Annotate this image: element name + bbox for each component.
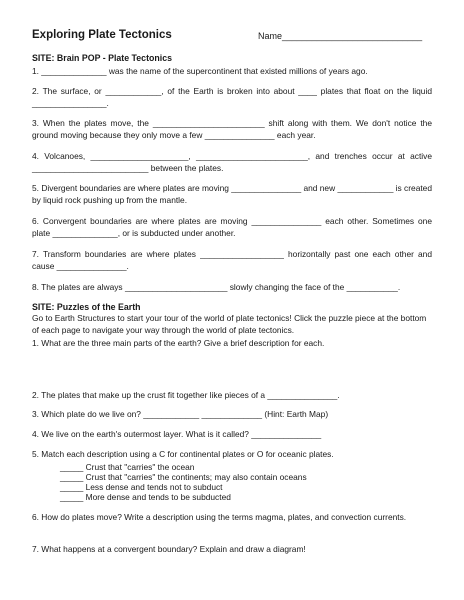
site1-question-8: 8. The plates are always ______________________ slowly changing the face of the ___________. xyxy=(32,282,401,292)
site1-heading: SITE: Brain POP - Plate Tectonics xyxy=(32,53,172,63)
site1-question-7: 7. Transform boundaries are where plates __________________ horizontally past one each other and cause _______________. xyxy=(32,249,432,271)
site2-question-4: 4. We live on the earth's outermost layer. What is it called? _______________ xyxy=(32,429,322,439)
site2-question-5: 5. Match each description using a C for continental plates or O for oceanic plates. xyxy=(32,449,334,459)
site1-question-4: 4. Volcanoes, _____________________, ________________________, and trenches occur at active _________________________ between the plates. xyxy=(32,151,432,173)
match-option-2: _____ Crust that "carries" the continents; may also contain oceans xyxy=(60,472,307,482)
site2-question-2: 2. The plates that make up the crust fit together like pieces of a _______________. xyxy=(32,390,340,400)
site2-heading: SITE: Puzzles of the Earth xyxy=(32,302,141,312)
match-option-3: _____ Less dense and tends not to subduct xyxy=(60,482,223,492)
worksheet-title: Exploring Plate Tectonics xyxy=(32,29,172,41)
site1-question-5: 5. Divergent boundaries are where plates are moving _______________ and new ____________ is created by liquid rock pushing up from the mantle. xyxy=(32,183,432,205)
site2-question-7: 7. What happens at a convergent boundary? Explain and draw a diagram! xyxy=(32,544,306,554)
site1-question-2: 2. The surface, or ____________, of the Earth is broken into about ____ plates that float on the liquid ________________. xyxy=(32,86,432,108)
site1-question-6: 6. Convergent boundaries are where plates are moving _______________ each other. Sometimes one plate ______________, or is subducted under another. xyxy=(32,216,432,238)
name-field: Name____________________________ xyxy=(258,31,423,41)
site1-question-1: 1. ______________ was the name of the supercontinent that existed millions of years ago. xyxy=(32,66,368,76)
site2-question-6: 6. How do plates move? Write a description using the terms magma, plates, and convection currents. xyxy=(32,512,407,522)
site2-question-1: 1. What are the three main parts of the earth? Give a brief description for each. xyxy=(32,338,325,348)
match-option-1: _____ Crust that "carries" the ocean xyxy=(60,462,195,472)
site2-intro: Go to Earth Structures to start your tour of the world of plate tectonics! Click the puzzle piece at the bottom of each page to navigate your way through the world of plate tectonics. xyxy=(32,313,427,335)
site2-question-3: 3. Which plate do we live on? ____________ _____________ (Hint: Earth Map) xyxy=(32,409,329,419)
match-option-4: _____ More dense and tends to be subducted xyxy=(60,492,231,502)
site1-question-3: 3. When the plates move, the ________________________ shift along with them. We don't notice the ground moving because they only move a few _______________ each year. xyxy=(32,118,432,140)
